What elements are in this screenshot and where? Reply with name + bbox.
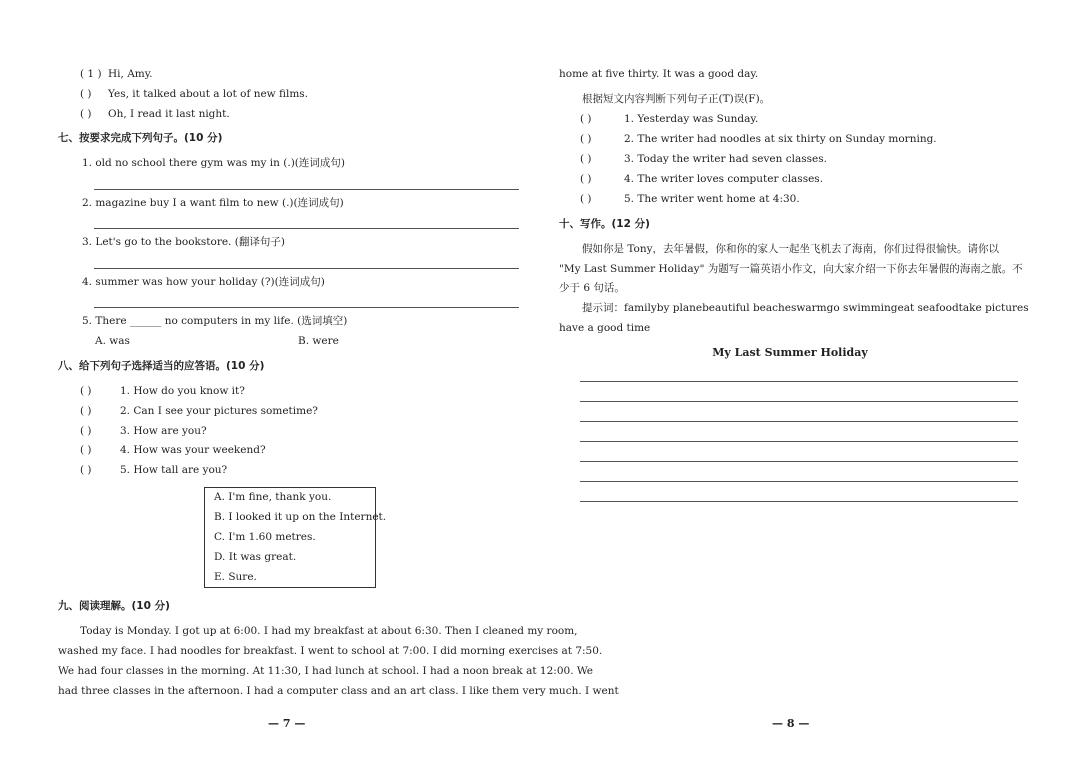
section-7-item: 1. old no school there gym was my in (.)(连词成句)	[82, 157, 345, 169]
answer-line[interactable]	[94, 189, 519, 190]
section-7-item: 5. There ______ no computers in my life. (选词填空)	[82, 315, 348, 327]
answer-line[interactable]	[94, 307, 519, 308]
page-number: — 8 —	[772, 717, 810, 730]
section-8-item: ( ) 2. Can I see your pictures sometime?	[80, 405, 318, 417]
writing-line[interactable]	[580, 381, 1018, 382]
writing-line[interactable]	[580, 481, 1018, 482]
writing-line[interactable]	[580, 401, 1018, 402]
reading-passage-line: We had four classes in the morning. At 11:30, I had lunch at school. I had a noon break at 12:00. We	[58, 665, 594, 677]
judge-item: ( ) 3. Today the writer had seven classes.	[580, 153, 827, 165]
section-10-title: 十、写作。(12 分)	[559, 218, 650, 230]
dialogue-line: ( ) Oh, I read it last night.	[80, 108, 230, 120]
answer-option: E. Sure.	[214, 571, 257, 583]
hint-word: by plane	[656, 302, 703, 314]
answer-option: C. I'm 1.60 metres.	[214, 531, 316, 543]
writing-line[interactable]	[580, 461, 1018, 462]
section-7-item: 2. magazine buy I a want film to new (.)(连词成句)	[82, 197, 344, 209]
section-8-title: 八、给下列句子选择适当的应答语。(10 分)	[58, 360, 265, 372]
hint-label: 提示词：	[582, 302, 624, 314]
section-8-item: ( ) 5. How tall are you?	[80, 464, 228, 476]
hint-word: beautiful beaches	[702, 302, 797, 314]
judge-instruction: 根据短文内容判断下列句子正(T)误(F)。	[582, 93, 771, 105]
dialogue-line: ( 1 ) Hi, Amy.	[80, 68, 153, 80]
answer-option: B. I looked it up on the Internet.	[214, 511, 387, 523]
judge-item: ( ) 4. The writer loves computer classes.	[580, 173, 824, 185]
section-7-item: 4. summer was how your holiday (?)(连词成句)	[82, 276, 325, 288]
hint-words-line	[582, 301, 1029, 315]
writing-line[interactable]	[580, 441, 1018, 442]
answer-option: A. I'm fine, thank you.	[214, 491, 332, 503]
hint-word: take pictures	[958, 302, 1029, 314]
reading-passage-line: had three classes in the afternoon. I had a computer class and an art class. I like them very much. I went	[58, 685, 619, 697]
option-b: B. were	[298, 335, 339, 347]
section-7-title: 七、按要求完成下列句子。(10 分)	[58, 132, 223, 144]
hint-word: go swimming	[826, 302, 898, 314]
essay-title: My Last Summer Holiday	[712, 346, 868, 359]
section-9-title: 九、阅读理解。(10 分)	[58, 600, 170, 612]
hint-word: have a good time	[559, 322, 651, 334]
answer-option: D. It was great.	[214, 551, 297, 563]
passage-continuation: home at five thirty. It was a good day.	[559, 68, 759, 80]
section-8-item: ( ) 1. How do you know it?	[80, 385, 245, 397]
answer-line[interactable]	[94, 228, 519, 229]
writing-line[interactable]	[580, 421, 1018, 422]
option-a: A. was	[95, 335, 130, 347]
writing-line[interactable]	[580, 501, 1018, 502]
section-7-item: 3. Let's go to the bookstore. (翻译句子)	[82, 236, 285, 248]
judge-item: ( ) 2. The writer had noodles at six thirty on Sunday morning.	[580, 133, 937, 145]
page-number: — 7 —	[268, 717, 306, 730]
hint-word: family	[624, 302, 657, 314]
judge-item: ( ) 5. The writer went home at 4:30.	[580, 193, 800, 205]
reading-passage-line: washed my face. I had noodles for breakfast. I went to school at 7:00. I did morning exercises at 7:50.	[58, 645, 603, 657]
judge-item: ( ) 1. Yesterday was Sunday.	[580, 113, 759, 125]
dialogue-line: ( ) Yes, it talked about a lot of new films.	[80, 88, 309, 100]
answer-line[interactable]	[94, 268, 519, 269]
reading-passage-line: Today is Monday. I got up at 6:00. I had my breakfast at about 6:30. Then I cleaned my room,	[80, 625, 578, 637]
writing-prompt-line: 假如你是 Tony，去年暑假，你和你的家人一起坐飞机去了海南，你们过得很愉快。请你以	[582, 243, 1000, 255]
right-page	[540, 0, 1080, 764]
hint-word: warm	[796, 302, 827, 314]
section-8-item: ( ) 3. How are you?	[80, 425, 207, 437]
writing-prompt-line: "My Last Summer Holiday" 为题写一篇英语小作文，向大家介绍一下你去年暑假的海南之旅。不	[559, 263, 1023, 275]
section-8-item: ( ) 4. How was your weekend?	[80, 444, 266, 456]
writing-prompt-line: 少于 6 句话。	[559, 282, 625, 294]
hint-word: eat seafood	[897, 302, 959, 314]
